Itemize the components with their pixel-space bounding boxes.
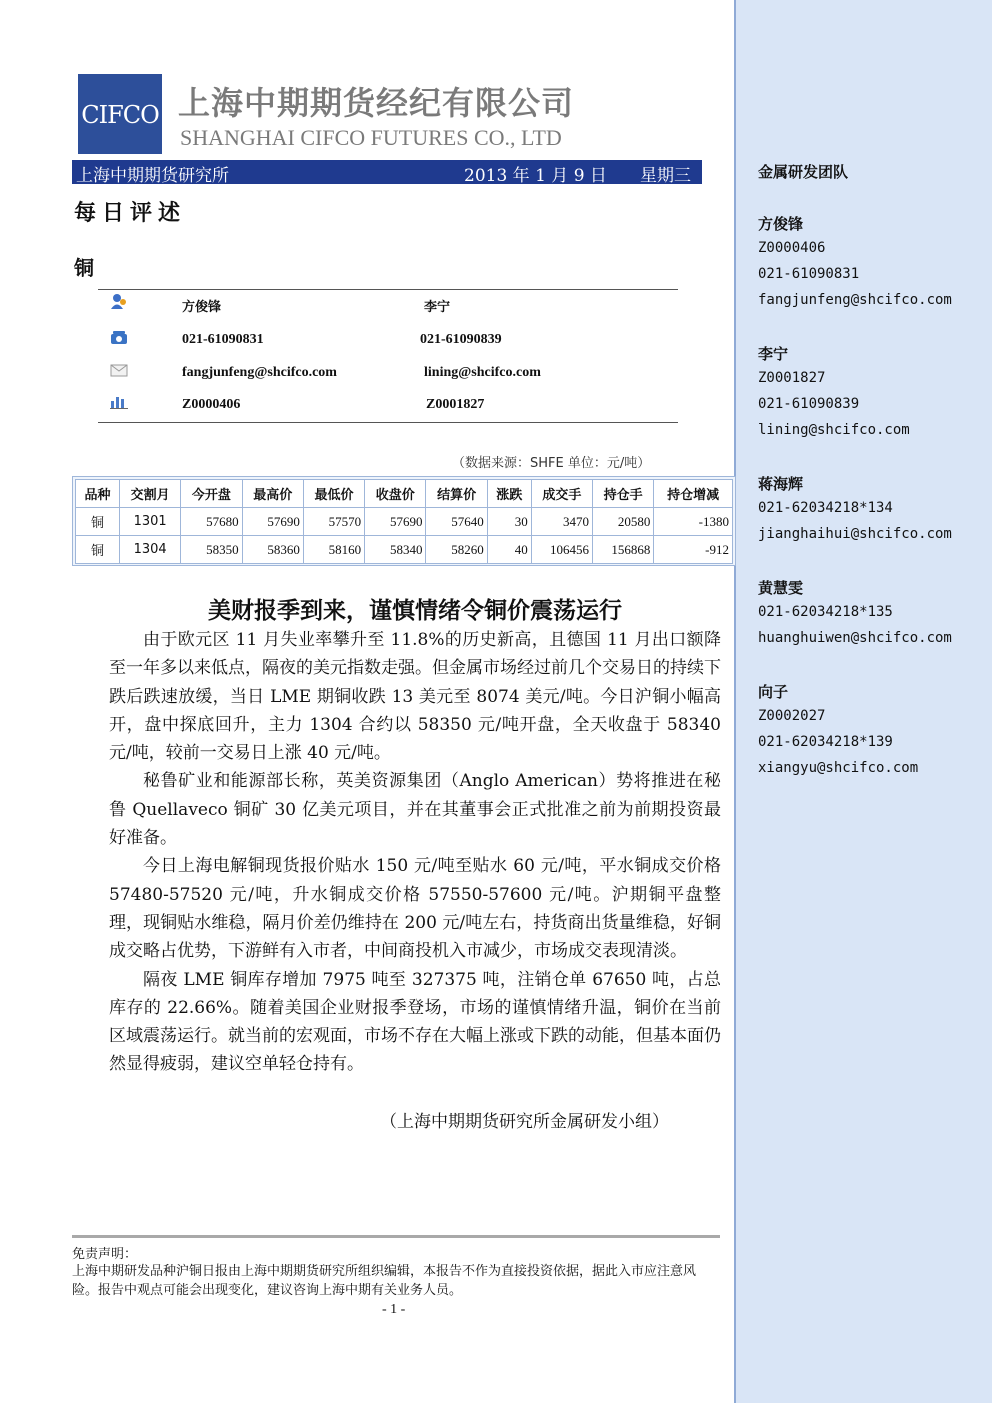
sidebar-member-name: 方俊锋 [758,215,804,233]
doc-type-heading: 每日评述 [74,200,187,226]
col-header: 最高价 [242,480,303,508]
contact-name-1: 方俊锋 [182,300,222,315]
col-header: 最低价 [303,480,364,508]
sidebar-member-id: Z0001827 [758,370,826,386]
table-row [76,508,733,536]
article-paragraph: 秘鲁矿业和能源部长称，英美资源集团（Anglo American）势将推进在秘鲁 Quellaveco 铜矿 30 亿美元项目，并在其董事会正式批准之前为前期投资最好准备。 [109,771,721,849]
price-table-frame [72,476,736,566]
article-paragraph: 今日上海电解铜现货报价贴水 150 元/吨至贴水 60 元/吨，平水铜成交价格 57480-57520 元/吨，升水铜成交价格 57550-57600 元/吨。沪期铜平盘整理，现铜贴水维稳，隔月价差仍维持在 200 元/吨左右，持货商出货量维稳，好铜成交略占优势，下游鲜有入市者，中间商投机入市减少，市场成交表现清淡。 [109,856,721,962]
id-chart-icon [110,393,128,409]
sidebar-member-email[interactable]: fangjunfeng@shcifco.com [758,292,952,308]
company-name-en: SHANGHAI CIFCO FUTURES CO., LTD [180,125,562,150]
sidebar-member-name: 李宁 [758,345,789,363]
table-cell: 57680 [181,508,242,536]
sidebar-member-email[interactable]: jianghaihui@shcifco.com [758,526,952,542]
table-cell: 57640 [426,508,487,536]
table-header-row [76,480,733,508]
col-header: 品种 [76,480,120,508]
table-cell: -1380 [654,508,733,536]
institute-name: 上海中期期货研究所 [76,166,229,186]
company-name-cn: 上海中期期货经纪有限公司 [178,84,575,122]
report-date: 2013 年 1 月 9 日 [464,166,607,186]
report-weekday: 星期三 [640,166,691,186]
table-cell: 1301 [119,508,180,536]
sidebar-member-phone: 021-62034218*139 [758,734,893,750]
col-header: 结算价 [426,480,487,508]
company-logo [78,74,162,154]
price-table [75,479,733,564]
header-bar [72,160,702,184]
article-body [109,626,721,1079]
sidebar-member-id: Z0000406 [758,240,826,256]
contact-email-1[interactable]: fangjunfeng@shcifco.com [182,365,337,380]
table-row [76,536,733,564]
table-cell: 57690 [365,508,426,536]
col-header: 持仓增减 [654,480,733,508]
col-header: 成交手 [531,480,592,508]
sidebar-member-phone: 021-61090831 [758,266,860,282]
table-cell: 106456 [531,536,592,564]
sidebar-member-email[interactable]: lining@shcifco.com [758,422,910,438]
table-cell: 58350 [181,536,242,564]
footer-divider [72,1235,720,1238]
table-cell: 铜 [76,508,120,536]
contact-phone-1: 021-61090831 [182,332,264,347]
table-cell: 40 [487,536,531,564]
disclaimer-title: 免责声明： [72,1247,138,1262]
sidebar-member-name: 蒋海辉 [758,475,804,493]
sidebar-member-name: 黄慧雯 [758,579,804,597]
table-cell: 57570 [303,508,364,536]
table-cell: 铜 [76,536,120,564]
col-header: 交割月 [119,480,180,508]
contact-id-2: Z0001827 [426,397,485,412]
logo-text: CIFCO [81,101,159,129]
sidebar-member-phone: 021-62034218*134 [758,500,893,516]
table-cell: 20580 [593,508,654,536]
page-number: - 1 - [382,1302,406,1317]
contact-id-1: Z0000406 [182,397,241,412]
table-cell: 57690 [242,508,303,536]
sidebar-title: 金属研发团队 [758,163,849,181]
col-header: 涨跌 [487,480,531,508]
table-cell: 156868 [593,536,654,564]
sidebar-member-name: 向子 [758,683,789,701]
commodity-heading: 铜 [74,256,94,280]
col-header: 今开盘 [181,480,242,508]
table-cell: 58160 [303,536,364,564]
article-title: 美财报季到来，谨慎情绪令铜价震荡运行 [208,597,622,624]
sidebar-member-id: Z0002027 [758,708,826,724]
person-icon [110,293,128,309]
sidebar-member-phone: 021-61090839 [758,396,860,412]
data-source-note: （数据来源：SHFE 单位：元/吨） [452,456,651,471]
disclaimer-body: 上海中期研发品种沪铜日报由上海中期期货研究所组织编辑，本报告不作为直接投资依据，据此入市应注意风险。报告中观点可能会出现变化，建议咨询上海中期有关业务人员。 [72,1264,697,1298]
phone-icon [110,330,128,346]
contact-email-2[interactable]: lining@shcifco.com [424,365,541,380]
table-cell: 58260 [426,536,487,564]
col-header: 收盘价 [365,480,426,508]
col-header: 持仓手 [593,480,654,508]
article-paragraph: 隔夜 LME 铜库存增加 7975 吨至 327375 吨，注销仓单 67650 吨，占总库存的 22.66%。随着美国企业财报季登场，市场的谨慎情绪升温，铜价在当前区域震荡运行。就当前的宏观面，市场不存在大幅上涨或下跌的动能，但基本面仍然显得疲弱，建议空单轻仓持有。 [109,969,721,1075]
article-paragraph: 由于欧元区 11 月失业率攀升至 11.8%的历史新高，且德国 11 月出口额降至一年多以来低点，隔夜的美元指数走强。但金属市场经过前几个交易日的持续下跌后跌速放缓，当日 LME 期铜收跌 13 美元至 8074 美元/吨。今日沪铜小幅高开，盘中探底回升，主力 1304 合约以 58350 元/吨开盘，全天收盘于 58340 元/吨，较前一交易日上涨 40 元/吨。 [109,630,721,764]
contact-divider-bottom [98,422,678,423]
contact-divider-top [98,289,678,290]
table-cell: 58360 [242,536,303,564]
contact-phone-2: 021-61090839 [420,332,502,347]
email-icon [110,362,128,378]
table-cell: 3470 [531,508,592,536]
sidebar-member-email[interactable]: xiangyu@shcifco.com [758,760,919,776]
article-attribution: （上海中期期货研究所金属研发小组） [380,1112,669,1132]
table-cell: -912 [654,536,733,564]
table-cell: 58340 [365,536,426,564]
table-cell: 1304 [119,536,180,564]
sidebar-member-email[interactable]: huanghuiwen@shcifco.com [758,630,952,646]
sidebar-member-phone: 021-62034218*135 [758,604,893,620]
table-cell: 30 [487,508,531,536]
contact-name-2: 李宁 [424,300,451,315]
